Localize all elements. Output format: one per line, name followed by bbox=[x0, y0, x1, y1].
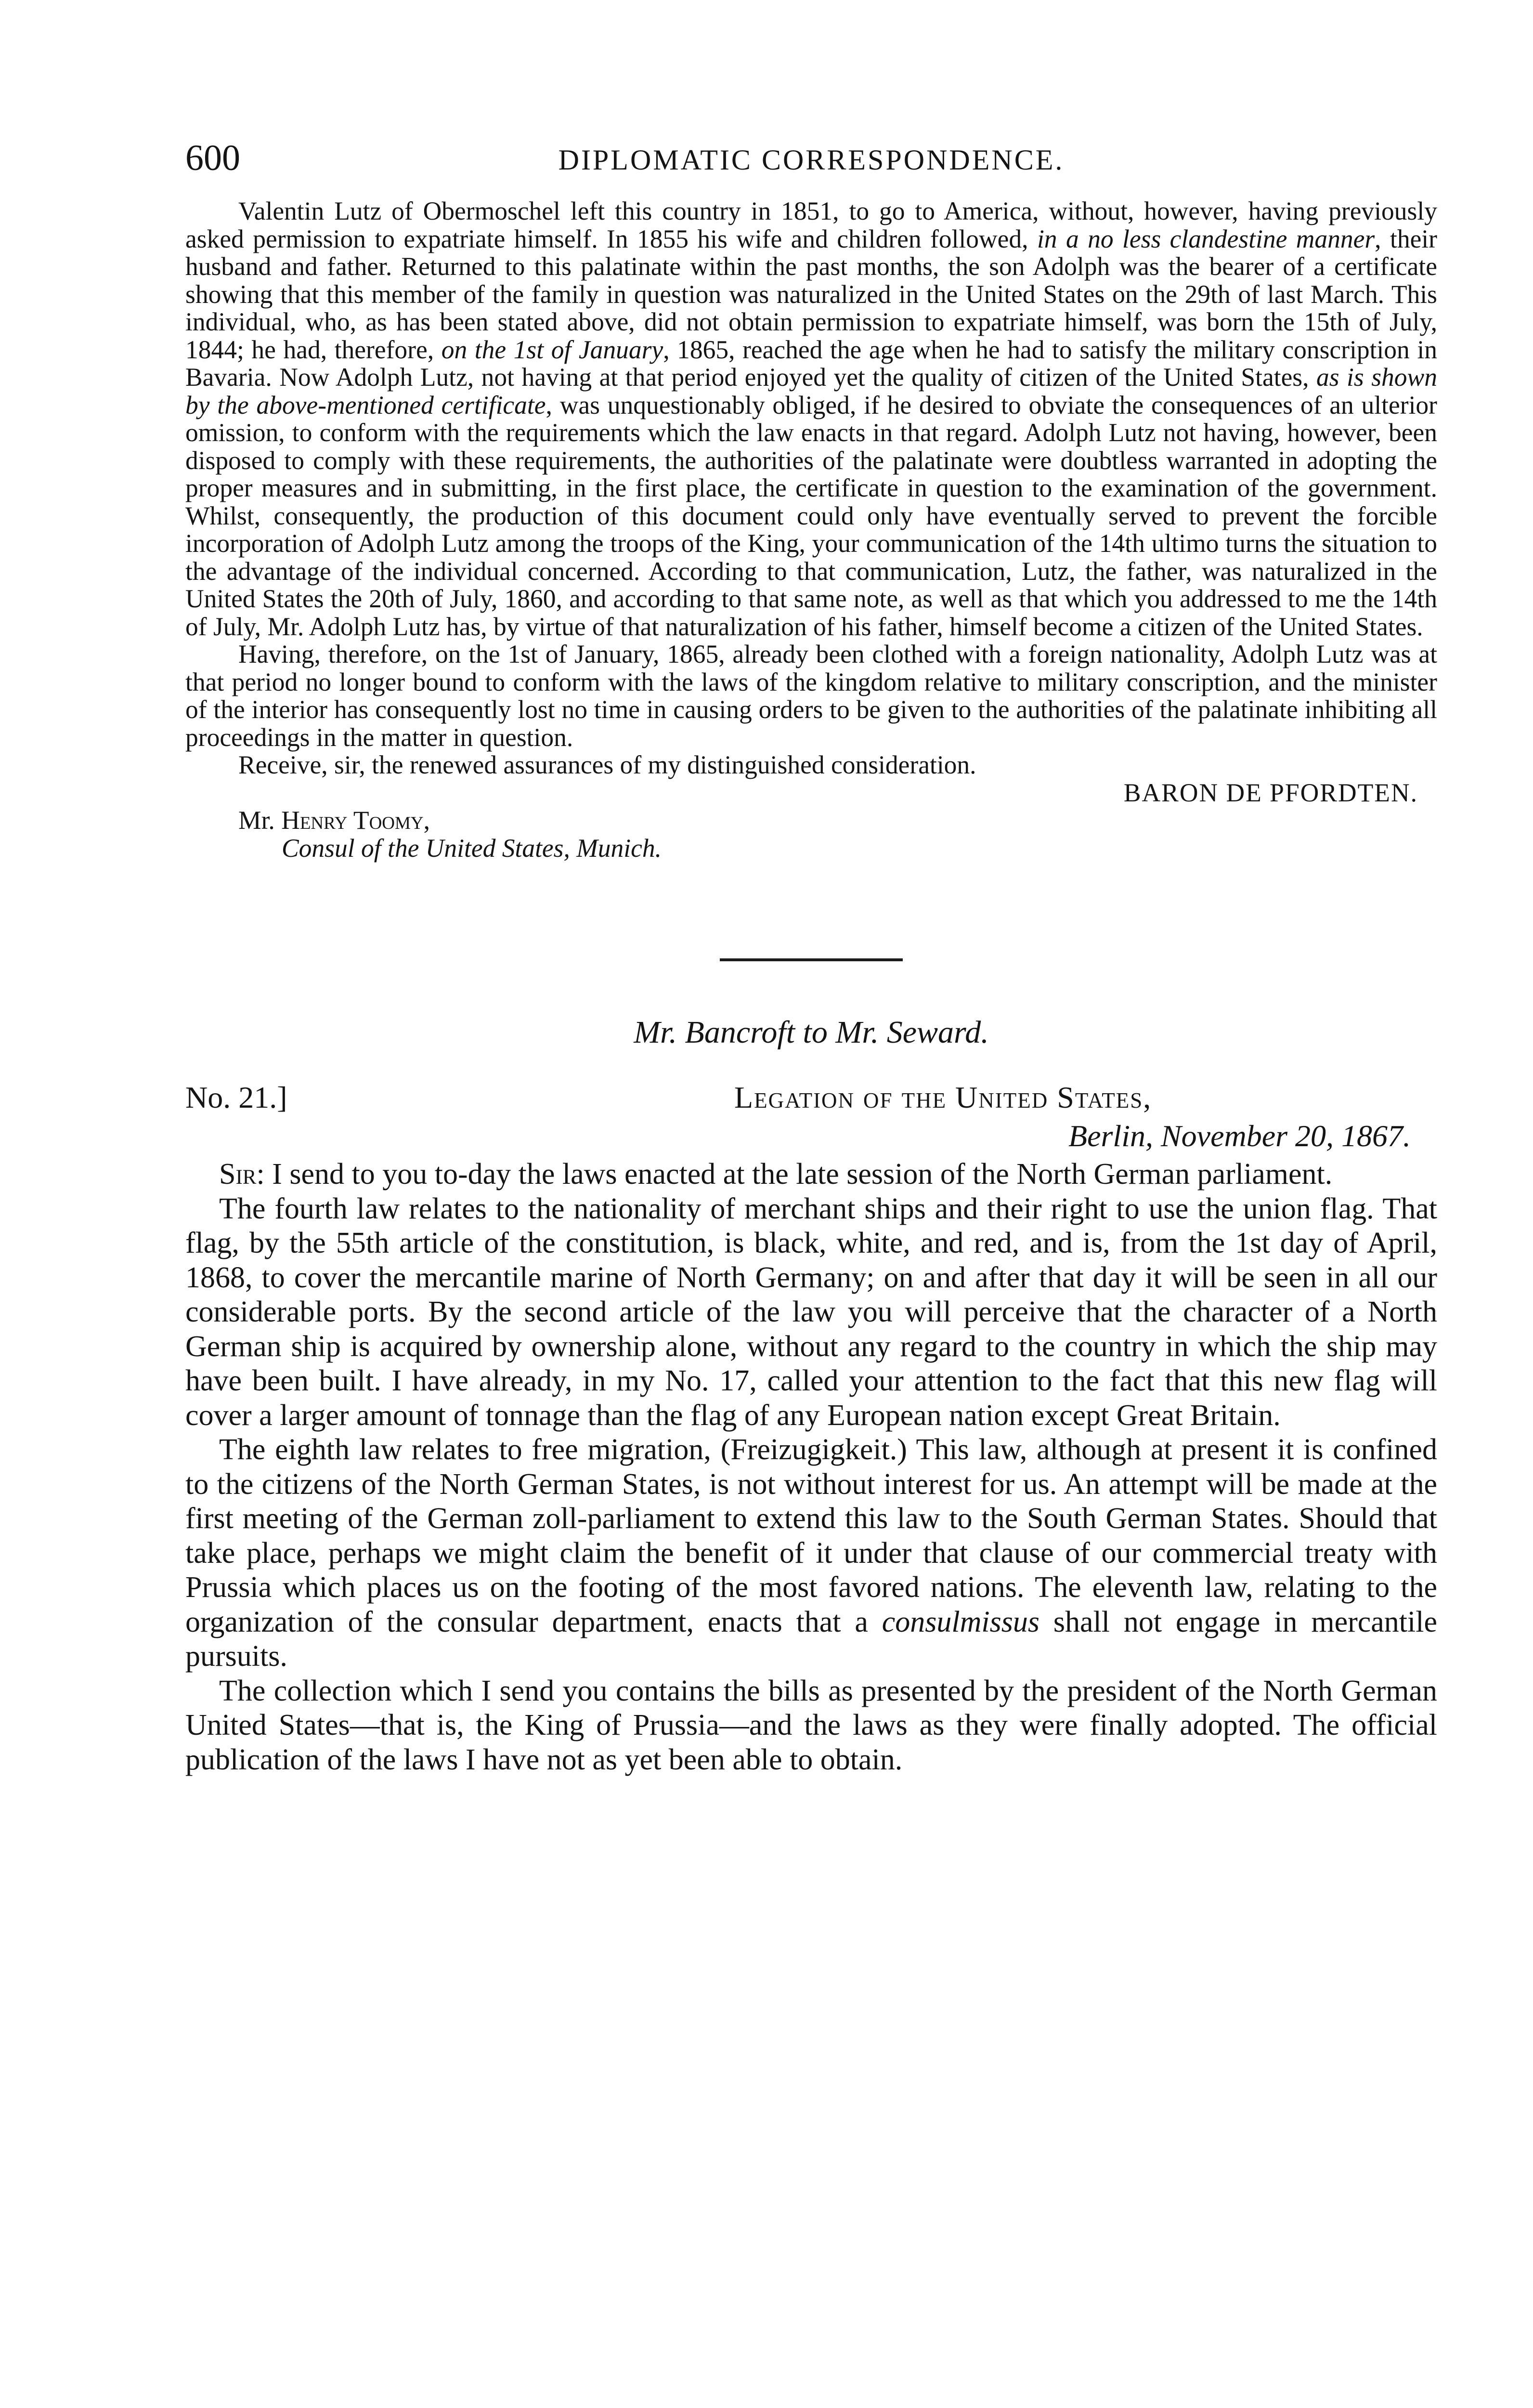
salutation: Sir bbox=[219, 1158, 257, 1191]
letter-pfordten bbox=[185, 197, 1437, 862]
paragraph bbox=[185, 1433, 1437, 1674]
document-page bbox=[185, 140, 1437, 1777]
text-run: : I send to you to-day the laws enacted at the late session of the North German parliament. bbox=[256, 1158, 1333, 1191]
closing-line: Receive, sir, the renewed assurances of my distinguished consideration. bbox=[238, 750, 976, 779]
text-run: , was unquestionably obliged, if he desired to obviate the consequences of an ulterior omission, to conform with the requirements which the law enacts in that regard. Adolph Lutz not having, however, been disposed to comply with these requirements, the authorities of the palatinate were doubtless warranted in adopting the proper measures and in submitting, in the first place, the certificate in question to the examination of the government. Whilst, consequently, the production of this document could only have eventually served to prevent the forcible incorporation of Adolph Lutz among the troops of the King, your communication of the 14th ultimo turns the situation to the advantage of the individual concerned. According to that communication, Lutz, the father, was naturalized in the United States the 20th of July, 1860, and according to that same note, as well as that which you addressed to me the 14th of July, Mr. Adolph Lutz has, by virtue of that naturalization of his father, himself become a citizen of the United States. bbox=[185, 390, 1437, 641]
text-run: Valentin Lutz of Obermoschel left this country in 1851, to go to America, without, however, having previously asked permission to expatriate himself. In 1855 his wife and children followed, bbox=[185, 196, 1437, 253]
text-run: , their husband and father. Returned to this palatinate within the past months, the son Adolph was the bearer of a certificate showing that this member of the family in question was naturalized in the United States on the 29th of last March. This individual, who, as has been stated above, did not obtain permission to expatriate himself, was born the 15th of July, 1844; he had, therefore, bbox=[185, 224, 1437, 364]
addressee-name bbox=[238, 807, 1437, 835]
page-number: 600 bbox=[185, 138, 240, 178]
signature: BARON DE PFORDTEN. bbox=[1123, 778, 1418, 807]
text-run: , 1865, reached the age when he had to satisfy the military conscription in Bavaria. Now Adolph Lutz, not having at that period enjoyed yet the quality of citizen of the United States, bbox=[185, 335, 1437, 392]
paragraph bbox=[185, 197, 1437, 641]
text-run: shall not engage in mercantile pursuits. bbox=[185, 1605, 1438, 1673]
paragraph: The collection which I send you contains the bills as presented by the president of the North German United States—that is, the King of Prussia—and the laws as they were finally adopted. The official publication of the laws I have not as yet been able to obtain. bbox=[185, 1674, 1437, 1776]
italic-run: on the 1st of January bbox=[441, 335, 663, 364]
paragraph: The fourth law relates to the nationality of merchant ships and their right to use the union flag. That flag, by the 55th article of the constitution, is black, white, and red, and is, from the 1st day of April, 1868, to cover the mercantile marine of North Germany; on and after that day it will be seen in all our considerable ports. By the second article of the law you will perceive that the character of a North German ship is acquired by ownership alone, without any regard to the country in which the ship may have been built. I have already, in my No. 17, called your attention to the fact that this new flag will cover a larger amount of tonnage than the flag of any European nation except Great Britain. bbox=[185, 1192, 1437, 1432]
letter-heading: Mr. Bancroft to Mr. Seward. bbox=[634, 1015, 989, 1050]
addressee-title: Consul of the United States, Munich. bbox=[282, 833, 662, 863]
small-caps-run: Henry Toomy, bbox=[281, 806, 430, 835]
running-head: DIPLOMATIC CORRESPONDENCE. bbox=[558, 144, 1065, 176]
legation-name: Legation of the United States, bbox=[734, 1080, 1152, 1114]
italic-run: consulmissus bbox=[882, 1605, 1040, 1638]
dispatch-line bbox=[185, 1080, 1437, 1118]
italic-run: in a no less clandestine manner bbox=[1037, 224, 1375, 253]
section-divider bbox=[720, 958, 903, 961]
paragraph: Having, therefore, on the 1st of January, 1865, already been clothed with a foreign nationality, Adolph Lutz was at that period no longer bound to conform with the laws of the kingdom relative to military conscription, and the minister of the interior has consequently lost no time in causing orders to be given to the authorities of the palatinate inhibiting all proceedings in the matter in question. bbox=[185, 640, 1437, 752]
page-header bbox=[185, 140, 1437, 197]
text-run: The eighth law relates to free migration, (Freizugigkeit.) This law, although at present it is confined to the citizens of the North German States, is not without interest for us. An attempt will be made at the first meeting of the German zoll-parliament to extend this law to the South German States. Should that take place, perhaps we might claim the benefit of it under that clause of our commercial treaty with Prussia which places us on the footing of the most favored nations. The eleventh law, relating to the organization of the consular department, enacts that a bbox=[185, 1433, 1437, 1638]
italic-run: as is shown by the above-mentioned certificate bbox=[185, 363, 1437, 419]
text-run: Mr. bbox=[238, 806, 282, 835]
dateline: Berlin, November 20, 1867. bbox=[1068, 1119, 1411, 1153]
dispatch-number: No. 21.] bbox=[185, 1080, 287, 1114]
paragraph bbox=[185, 1157, 1437, 1192]
letter-bancroft bbox=[185, 1157, 1437, 1777]
